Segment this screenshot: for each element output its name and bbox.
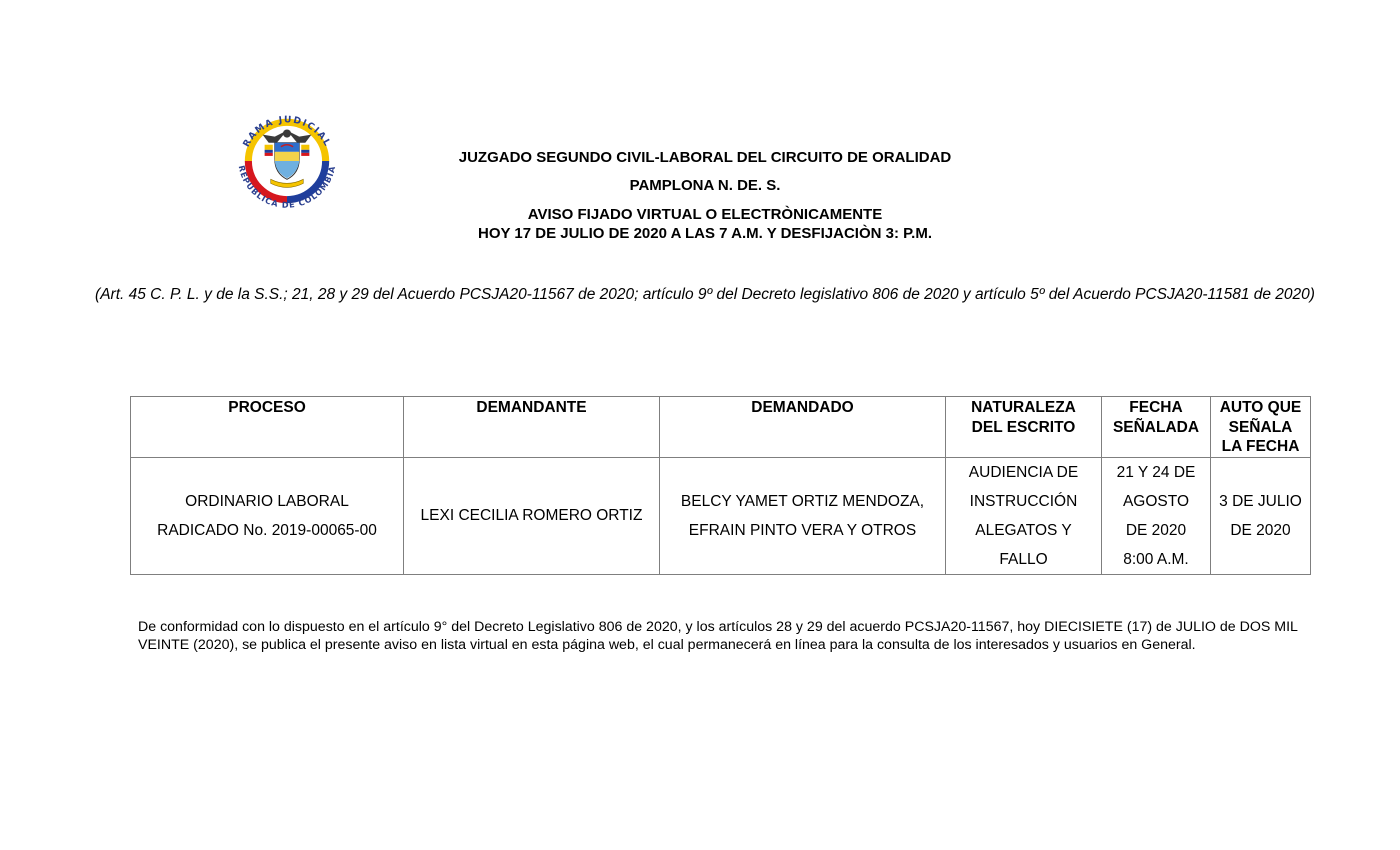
publication-statement: De conformidad con lo dispuesto en el artículo 9° del Decreto Legislativo 806 de 2020, y los artículos 28 y 29 del acuerdo PCSJA20-11567, hoy DIECISIETE (17) de JULIO de DOS MIL VEINTE (2020), se publica el presente aviso en lista virtual en esta página web, el cual permanecerá en línea para la consulta de los interesados y usuarios en General. (138, 619, 1298, 653)
header-demandado: DEMANDADO (660, 397, 946, 458)
cell-demandante: LEXI CECILIA ROMERO ORTIZ (404, 457, 660, 574)
header-auto: AUTO QUE SEÑALA LA FECHA (1211, 397, 1311, 458)
colombian-coat-of-arms-icon (263, 129, 312, 187)
legal-basis: (Art. 45 C. P. L. y de la S.S.; 21, 28 y 29 del Acuerdo PCSJA20-11567 de 2020; artículo 9º del Decreto legislativo 806 de 2020 y artículo 5º del Acuerdo PCSJA20-11581 de 2020) (95, 286, 1315, 303)
cell-demandado: BELCY YAMET ORTIZ MENDOZA, EFRAIN PINTO VERA Y OTROS (660, 457, 946, 574)
table-row (131, 457, 1311, 574)
notice-title: AVISO FIJADO VIRTUAL O ELECTRÒNICAMENTE (527, 206, 883, 223)
table-header-row (131, 397, 1311, 458)
court-name: JUZGADO SEGUNDO CIVIL-LABORAL DEL CIRCUITO DE ORALIDAD (458, 149, 952, 166)
cell-fecha: 21 Y 24 DE AGOSTO DE 2020 8:00 A.M. (1102, 457, 1211, 574)
cell-naturaleza: AUDIENCIA DE INSTRUCCIÓN ALEGATOS Y FALLO (946, 457, 1102, 574)
header-naturaleza: NATURALEZA DEL ESCRITO (946, 397, 1102, 458)
court-city: PAMPLONA N. DE. S. (629, 177, 781, 194)
cell-auto: 3 DE JULIO DE 2020 (1211, 457, 1311, 574)
seal-upper-text: RAMA JUDICIAL (241, 115, 333, 150)
header-fecha: FECHA SEÑALADA (1102, 397, 1211, 458)
notice-schedule: HOY 17 DE JULIO DE 2020 A LAS 7 A.M. Y DESFIJACIÒN 3: P.M. (477, 225, 933, 242)
cell-proceso: ORDINARIO LABORAL RADICADO No. 2019-00065-00 (131, 457, 404, 574)
header-demandante: DEMANDANTE (404, 397, 660, 458)
header-proceso: PROCESO (131, 397, 404, 458)
rama-judicial-seal-icon (226, 100, 348, 222)
notice-table (130, 396, 1311, 575)
seal-lower-text: REPUBLICA DE COLOMBIA (236, 164, 338, 210)
